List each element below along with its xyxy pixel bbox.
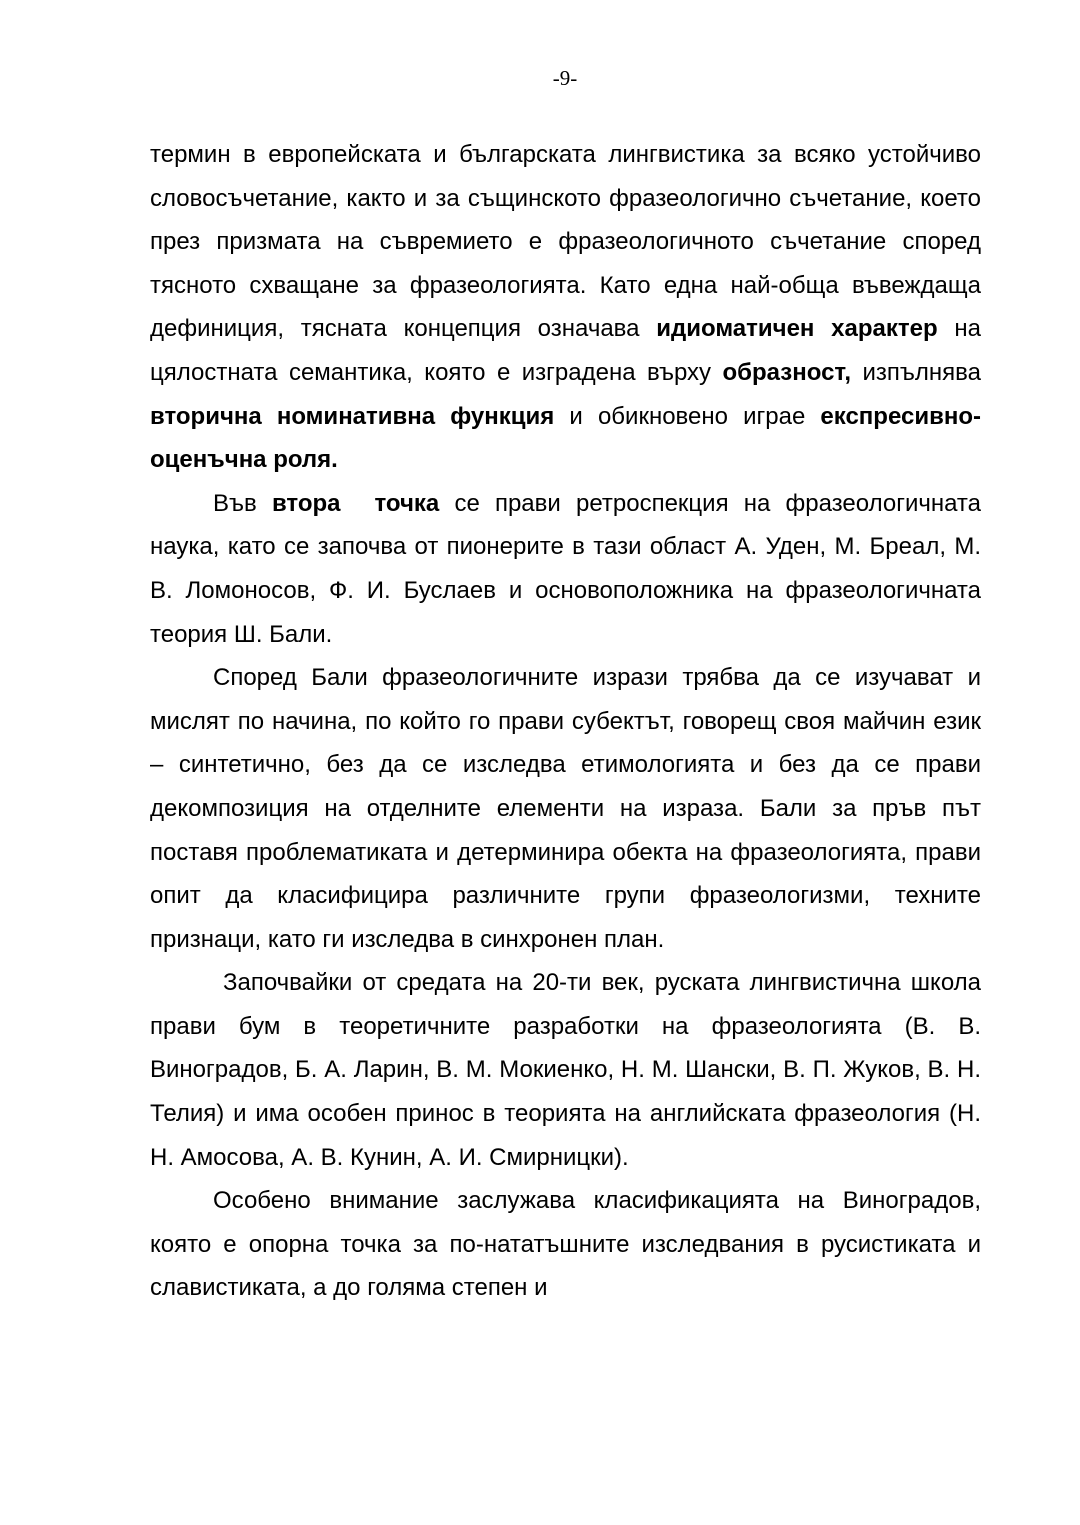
paragraph-2-text-1: Във xyxy=(213,489,272,517)
paragraph-1-text-3: изпълнява xyxy=(851,358,981,386)
bold-term-point: точка xyxy=(374,489,440,517)
page-number: -9- xyxy=(552,66,578,90)
bold-term-expressive-evaluative-role: експресивно-оценъчна роля. xyxy=(150,402,981,474)
paragraph-5: Особено внимание заслужава класификацията на Виноградов, която е опорна точка за по-нататъшните изследвания в русистиката и славистиката, а до голяма степен и xyxy=(150,1187,981,1302)
paragraph-1-text-2: на цялостната семантика, която е изградена върху xyxy=(150,315,981,386)
paragraph-1-text-1: термин в европейската и българската лингвистика за всяко устойчиво словосъчетание, както и за същинското фразеологично съчетание, което през призмата на съвремието е фразеологичното съчетание според тясното схващане за фразеологията. Като една най-обща въвеждаща дефиниция, тясната концепция означава xyxy=(150,141,981,343)
bold-term-second: втора xyxy=(271,489,341,517)
bold-term-imagery: образност, xyxy=(722,358,852,386)
paragraph-4: Започвайки от средата на 20-ти век, руската лингвистична школа прави бум в теоретичните разработки на фразеологията (В. В. Виноградов, Б. А. Ларин, В. М. Мокиенко, Н. М. Шански, В. П. Жуков, В. Н. Телия) и има особен принос в теорията на английската фразеология (Н. Н. Амосова, А. В. Кунин, А. И. Смирницки). xyxy=(150,969,981,1171)
paragraph-1 xyxy=(150,133,981,482)
paragraph-3: Според Бали фразеологичните изрази трябва да се изучават и мислят по начина, по който го прави субектът, говорещ своя майчин език – синтетично, без да се изследва етимологията и без да се прави декомпозиция на отделните елементи на израза. Бали за пръв път поставя проблематиката и детерминира обекта на фразеологията, прави опит да класифицира различните групи фразеологизми, техните признаци, като ги изследва в синхронен план. xyxy=(150,664,981,953)
paragraph-1-text-4: и обикновено играе xyxy=(554,402,821,430)
bold-term-idiomatic-character: идиоматичен характер xyxy=(656,315,938,343)
bold-term-secondary-nominative-function: вторична номинативна функция xyxy=(150,402,555,430)
paragraph-2 xyxy=(150,482,981,656)
paragraph-2-text-2: се прави ретроспекция на фразеологичната наука, като се започва от пионерите в тази област А. Уден, М. Бреал, М. В. Ломоносов, Ф. И. Буслаев и основоположника на фразеологичната теория Ш. Бали. xyxy=(150,489,981,648)
document-body xyxy=(150,133,981,1310)
